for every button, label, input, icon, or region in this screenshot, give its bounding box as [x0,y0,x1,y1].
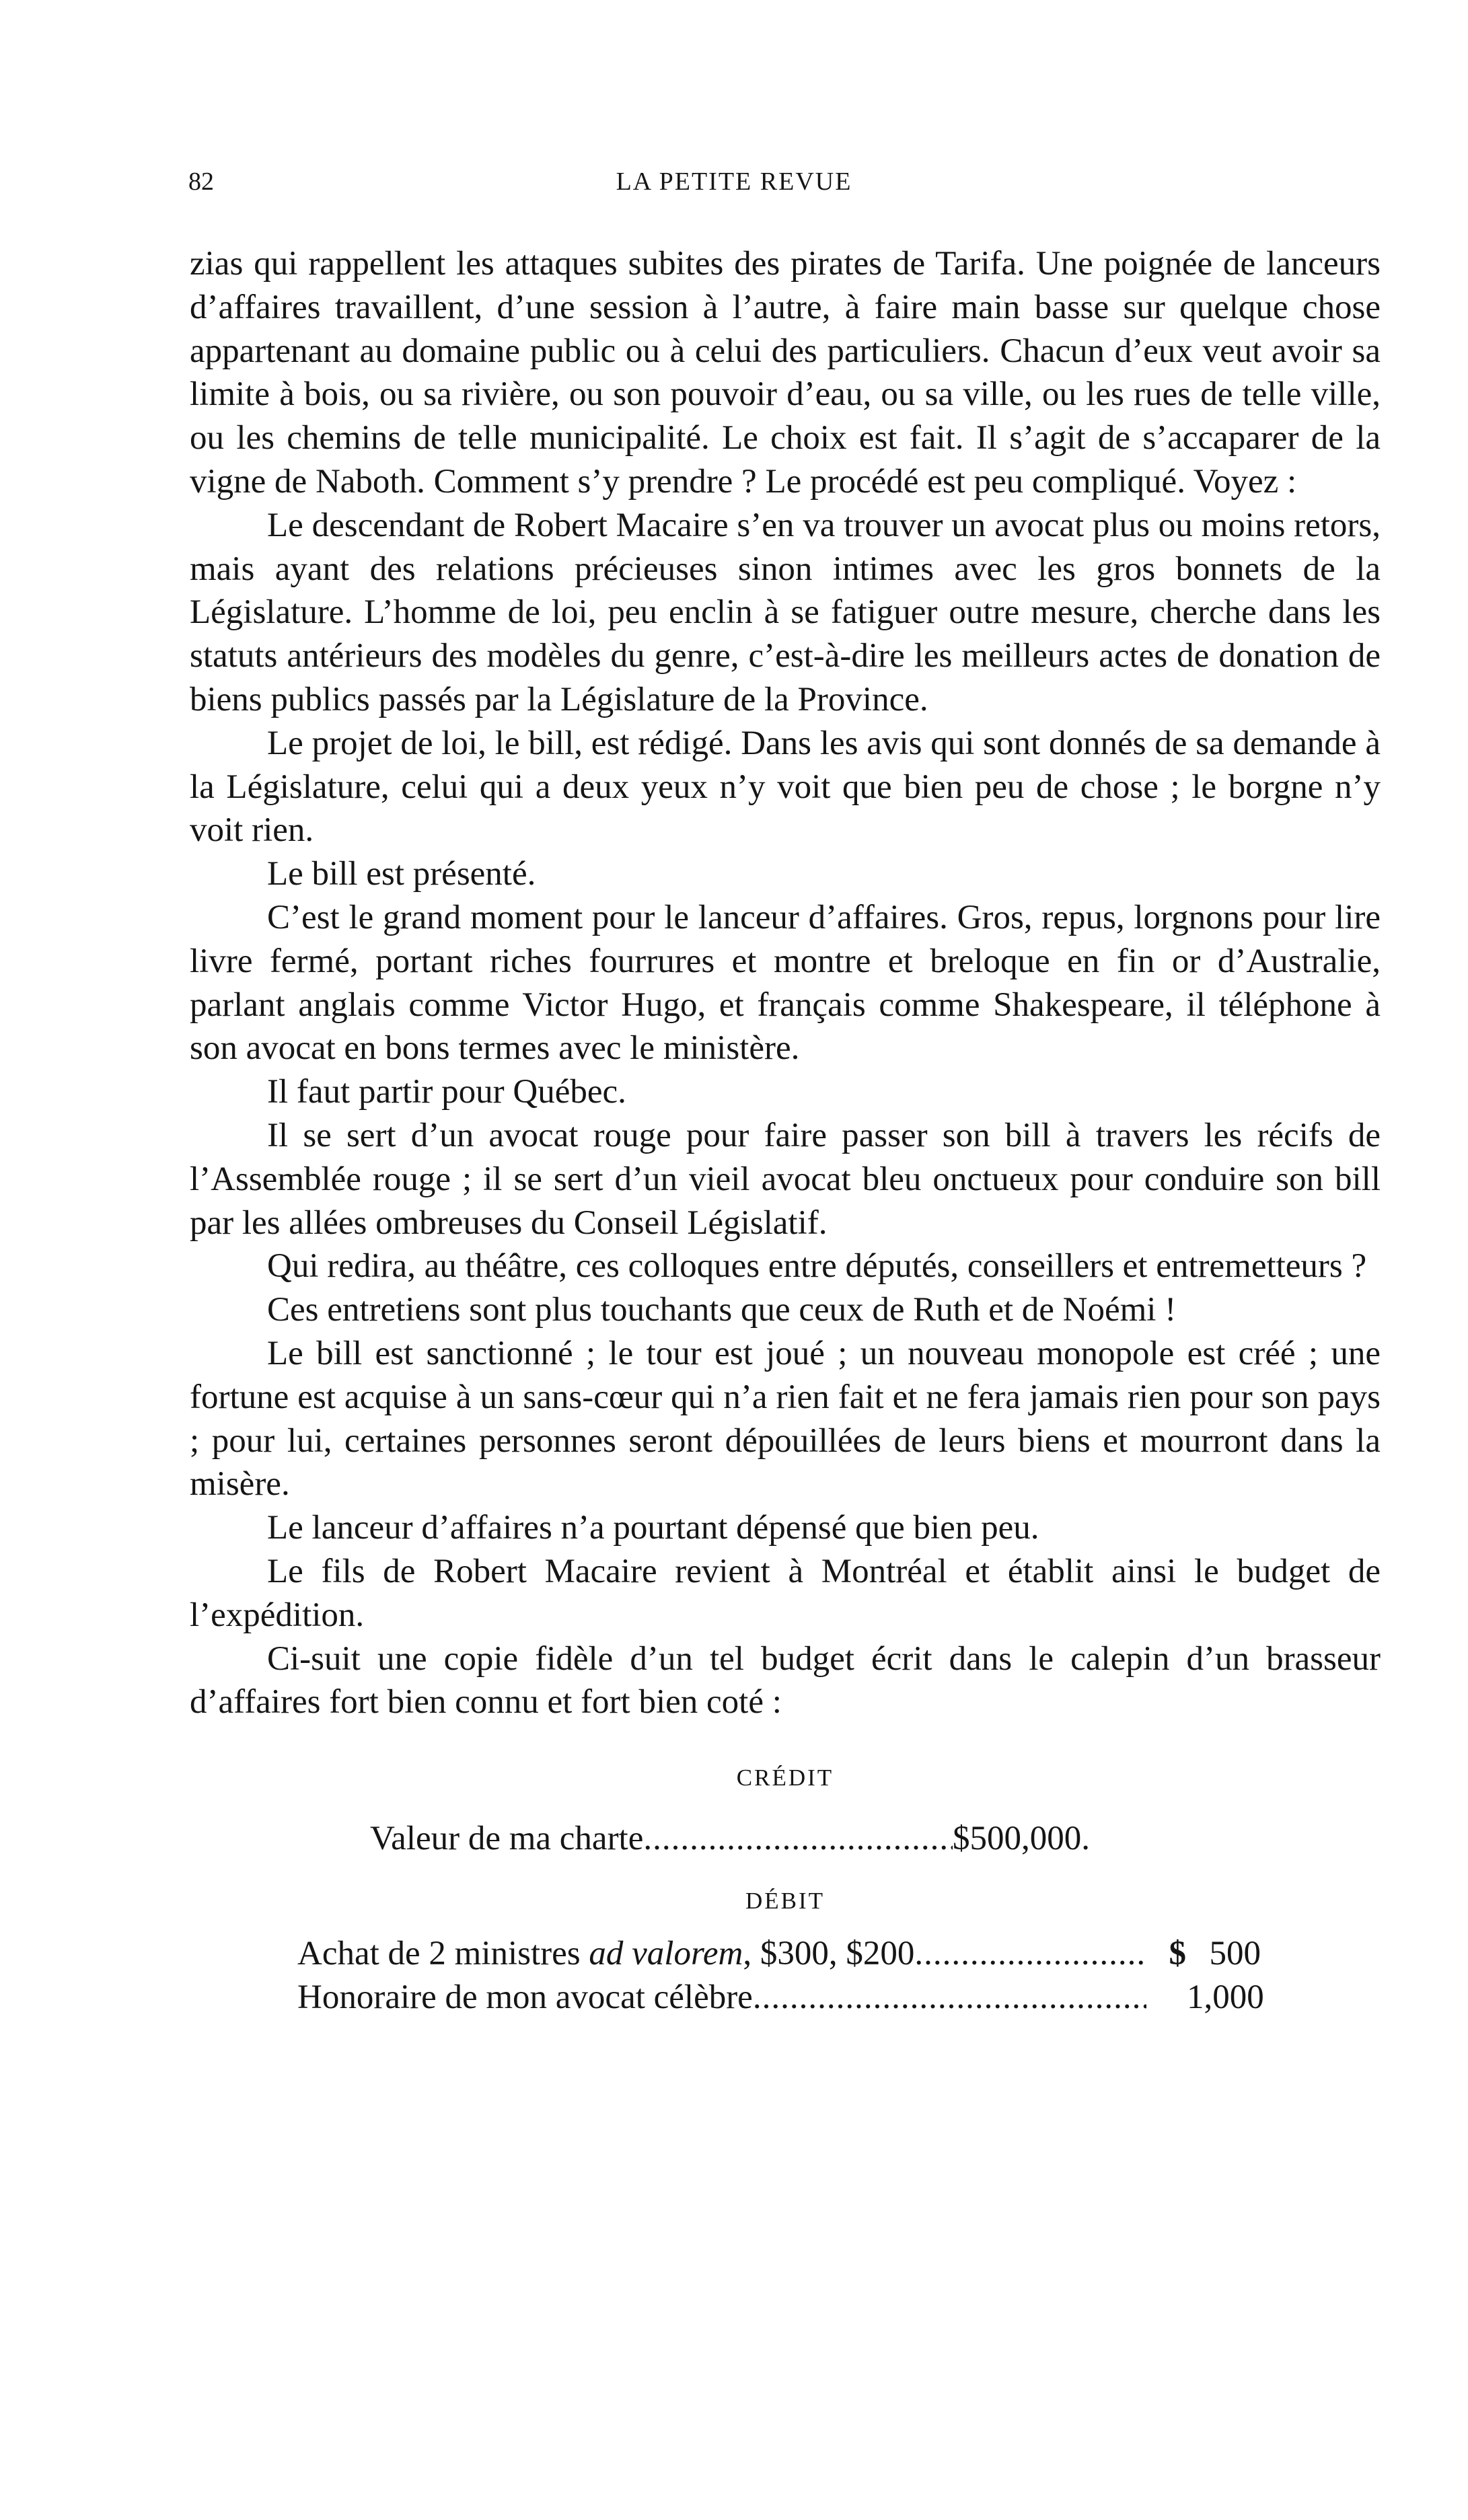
debit-amount-value: 1,000 [1187,1978,1264,2016]
paragraph: Le descendant de Robert Macaire s’en va trouver un avocat plus ou moins retors, mais ayant des relations précieuses sinon intimes avec les gros bonnets de la Législature. L’homme de loi, peu enclin à se fatiguer outre mesure, cherche dans les statuts antérieurs des modèles du genre, c’est-à-dire les meilleurs actes de donation de biens publics passés par la Législature de la Province. [190,506,1381,718]
debit-amount [1146,1976,1264,2019]
currency-sign: $ [1169,1934,1186,1972]
credit-amount: $500,000. [953,1820,1090,1858]
article-body [190,242,1381,2019]
debit-description [297,1976,753,2019]
credit-row [370,1817,1090,1861]
paragraph: Le bill est sanctionné ; le tour est joué ; un nouveau monopole est créé ; une fortune est acquise à un sans-cœur qui n’a rien fait et ne fera jamais rien pour son pays ; pour lui, certaines personnes seront dépouillées de leurs biens et mourront dans la misère. [190,1334,1381,1504]
running-head [0,159,1468,206]
credit-heading: CRÉDIT [736,1765,834,1791]
debit-amount-value: 500 [1209,1934,1261,1972]
debit-amount [1146,1932,1261,1976]
paragraph: C’est le grand moment pour le lanceur d’affaires. Gros, repus, lorgnons pour lire livre fermé, portant riches fourrures et montre et breloque en fin or d’Australie, parlant anglais comme Victor Hugo, et français comme Shakespeare, il téléphone à son avocat en bons termes avec le ministère. [190,898,1381,1068]
debit-description-text: Honoraire de mon avocat célèbre [297,1978,753,2016]
debit-description-prices: , $300, $200 [743,1934,915,1972]
credit-description: Valeur de ma charte [370,1820,644,1858]
dot-leaders [643,1817,953,1861]
paragraph: Qui redira, au théâtre, ces colloques entre députés, conseillers et entremetteurs ? [267,1247,1367,1286]
journal-title: LA PETITE REVUE [616,168,852,196]
paragraph: Ces entretiens sont plus touchants que ceux de Ruth et de Noémi ! [267,1291,1177,1329]
dot-leaders [914,1932,1146,1976]
paragraph: Le projet de loi, le bill, est rédigé. Dans les avis qui sont donnés de sa demande à la Législature, celui qui a deux yeux n’y voit que bien peu de chose ; le borgne n’y voit rien. [190,724,1381,850]
paragraph: Le fils de Robert Macaire revient à Montréal et établit ainsi le budget de l’expédition. [190,1552,1381,1634]
paragraph-continued: zias qui rappellent les attaques subites des pirates de Tarifa. Une poignée de lanceurs d’affaires travaillent, d’une session à l’autre, à faire main basse sur quelque chose appartenant au domaine public ou à celui des particuliers. Chacun d’eux veut avoir sa limite à bois, ou sa rivière, ou son pouvoir d’eau, ou sa ville, ou les rues de telle ville, ou les chemins de telle municipalité. Le choix est fait. Il s’agit de s’accaparer de la vigne de Naboth. Comment s’y prendre ? Le procédé est peu compliqué. Voyez : [190,245,1381,501]
debit-row [297,1932,1261,1976]
debit-description-italic: ad valorem [589,1934,743,1972]
paragraph: Le bill est présenté. [267,855,536,893]
debit-row [297,1976,1264,2019]
paragraph: Il faut partir pour Québec. [267,1073,626,1111]
debit-description-text: Achat de 2 ministres [297,1934,589,1972]
paragraph: Le lanceur d’affaires n’a pourtant dépensé que bien peu. [267,1509,1039,1547]
debit-description [297,1932,914,1976]
debit-heading: DÉBIT [745,1887,825,1914]
paragraph: Ci-suit une copie fidèle d’un tel budget écrit dans le calepin d’un brasseur d’affaires fort bien connu et fort bien coté : [190,1639,1381,1721]
dot-leaders [753,1976,1146,2019]
page-number: 82 [188,168,214,196]
paragraph: Il se sert d’un avocat rouge pour faire passer son bill à travers les récifs de l’Assemblée rouge ; il se sert d’un vieil avocat bleu onctueux pour conduire son bill par les allées ombreuses du Conseil Législatif. [190,1116,1381,1242]
